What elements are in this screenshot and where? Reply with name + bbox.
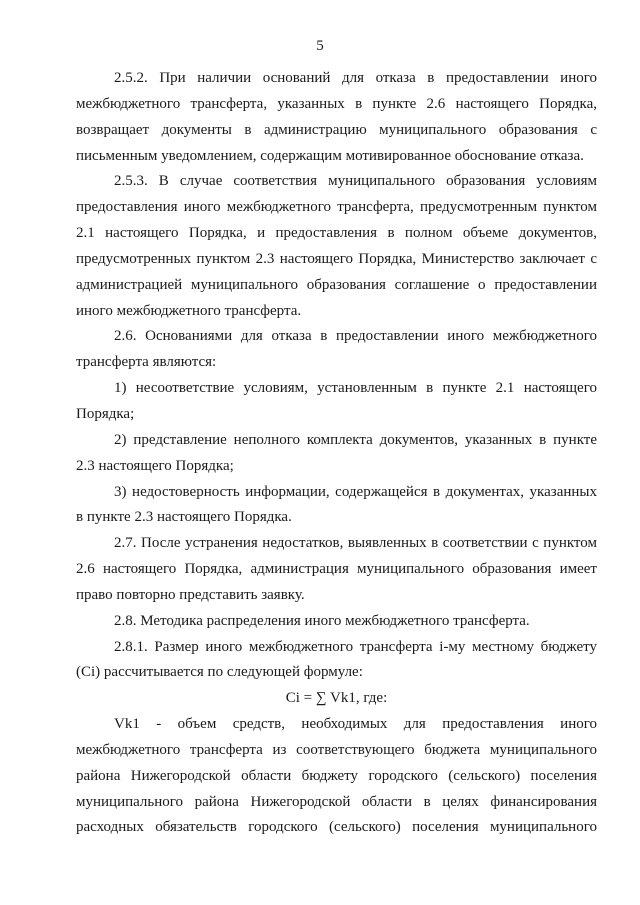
paragraph-2-7: 2.7. После устранения недостатков, выявленных в соответствии с пунктом 2.6 настоящего Порядка, администрация муниципального образования имеет право повторно представить заявку.	[76, 535, 597, 603]
list-item-1: 1) несоответствие условиям, установленным в пункте 2.1 настоящего Порядка;	[76, 380, 597, 422]
paragraph-2-6: 2.6. Основаниями для отказа в предоставлении иного межбюджетного трансферта являются:	[76, 328, 597, 371]
formula: Ci = ∑ Vk1, где:	[285, 690, 388, 707]
document-body	[76, 66, 597, 841]
page-number: 5	[316, 38, 324, 54]
paragraph-2-5-2: 2.5.2. При наличии оснований для отказа в предоставлении иного межбюджетного трансферта, указанных в пункте 2.6 настоящего Порядка, возвращает документы в администрацию муниципального образования с письменным уведомлением, содержащим мотивированное обоснование отказа.	[76, 70, 597, 164]
paragraph-vk1-definition: Vk1 - объем средств, необходимых для предоставления иного межбюджетного трансферта из соответствующего бюджета муниципального района Нижегородской области бюджету городского (сельского) поселения муниципального района Нижегородской области в целях финансирования расходных обязательств городского (сельского) поселения муниципального	[76, 716, 597, 836]
list-item-3: 3) недостоверность информации, содержащейся в документах, указанных в пункте 2.3 настоящего Порядка.	[76, 483, 597, 526]
paragraph-2-8: 2.8. Методика распределения иного межбюджетного трансферта.	[114, 612, 530, 629]
list-item-2: 2) представление неполного комплекта документов, указанных в пункте 2.3 настоящего Порядка;	[76, 431, 597, 474]
paragraph-2-8-1: 2.8.1. Размер иного межбюджетного трансферта i-му местному бюджету (Ci) рассчитывается по следующей формуле:	[76, 638, 597, 681]
paragraph-2-5-3: 2.5.3. В случае соответствия муниципального образования условиям предоставления иного межбюджетного трансферта, предусмотренным пунктом 2.1 настоящего Порядка, и предоставления в полном объеме документов, предусмотренных пунктом 2.3 настоящего Порядка, Министерство заключает с администрацией муниципального образования соглашение о предоставлении иного межбюджетного трансферта.	[76, 173, 597, 319]
